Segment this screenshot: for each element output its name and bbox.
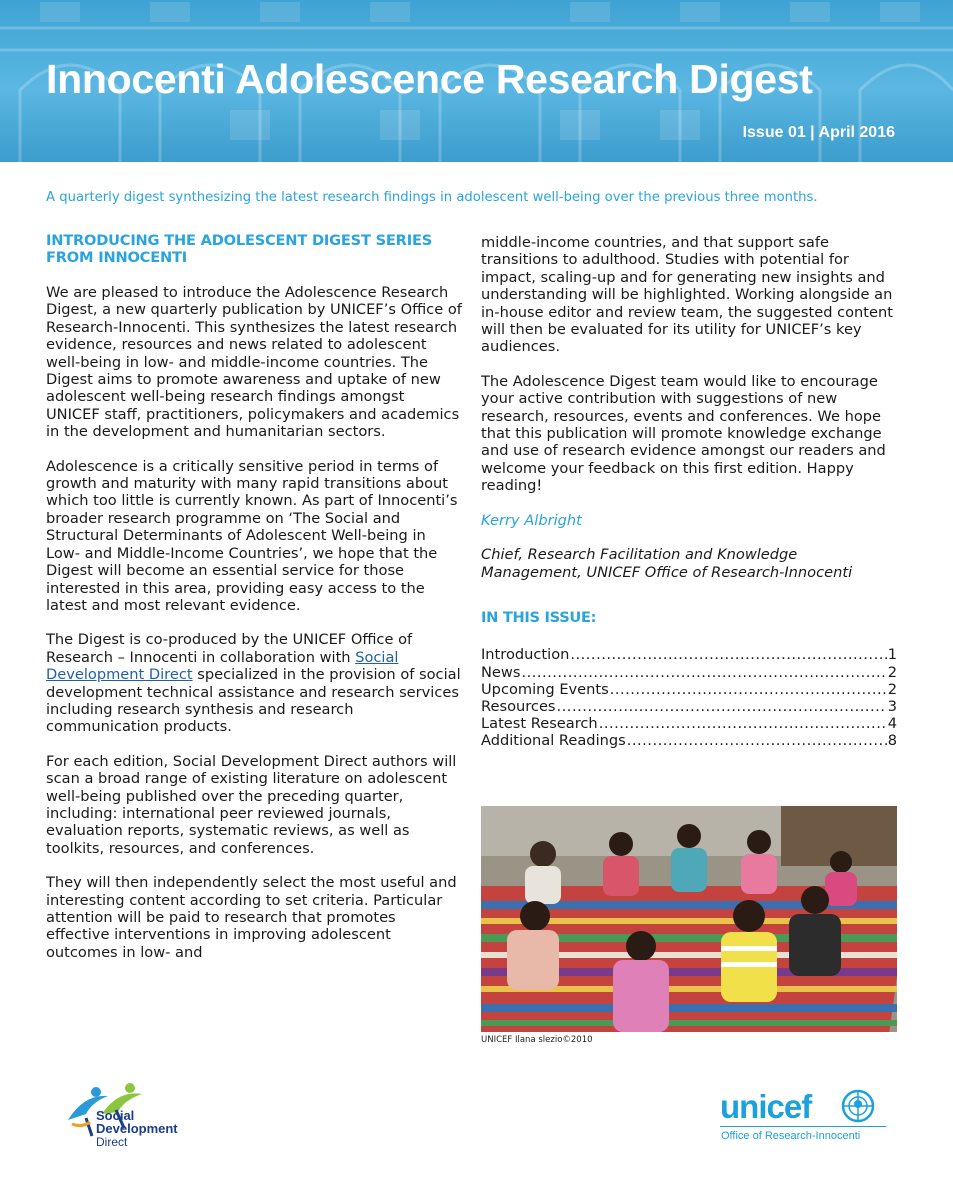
toc-page: 4 bbox=[887, 715, 897, 733]
right-column bbox=[481, 234, 897, 749]
toc-page: 3 bbox=[887, 697, 897, 715]
toc-leader bbox=[610, 681, 887, 698]
left-column bbox=[46, 232, 462, 978]
sdd-logo-text bbox=[96, 1109, 178, 1149]
table-of-contents bbox=[481, 646, 897, 749]
sdd-line-2: Development bbox=[96, 1121, 178, 1136]
toc-heading: IN THIS ISSUE: bbox=[481, 608, 597, 626]
intro-paragraph-2: Adolescence is a critically sensitive period in terms of growth and maturity with many rapid transitions about which too little is currently known. As part of Innocenti’s broader research programme on ‘The Social and Structural Determinants of Adolescent Well-being in Low- and Middle-Income Countries’, we hope that the Digest will become an essential service for those interested in this area, providing easy access to the latest and most relevant evidence. bbox=[46, 457, 458, 614]
toc-page: 8 bbox=[887, 732, 897, 750]
digest-title: Innocenti Adolescence Research Digest bbox=[46, 56, 813, 102]
intro-paragraph-4: For each edition, Social Development Direct authors will scan a broad range of existing literature on adolescent well-being published over the preceding quarter, including: international peer reviewed journals, evaluation reports, systematic reviews, as well as toolkits, resources, and conferences. bbox=[46, 752, 457, 857]
section-heading bbox=[46, 232, 462, 266]
toc-page: 1 bbox=[887, 646, 897, 664]
header-banner bbox=[0, 0, 953, 162]
photo-credit: UNICEF Ilana slezio©2010 bbox=[481, 1035, 593, 1045]
unicef-rule bbox=[720, 1126, 886, 1127]
toc-label: Resources bbox=[481, 697, 556, 715]
toc-leader bbox=[521, 664, 886, 681]
unicef-wordmark: unicef bbox=[720, 1088, 812, 1125]
issue-date: Issue 01 | April 2016 bbox=[742, 124, 895, 141]
toc-item-introduction[interactable] bbox=[481, 646, 897, 663]
toc-leader bbox=[570, 646, 886, 663]
toc-label: Additional Readings bbox=[481, 732, 626, 750]
section-heading-line1: INTRODUCING THE ADOLESCENT DIGEST SERIES bbox=[46, 232, 433, 249]
unicef-emblem-icon bbox=[838, 1088, 878, 1124]
toc-item-resources[interactable] bbox=[481, 698, 897, 715]
unicef-subtitle: Office of Research-Innocenti bbox=[721, 1130, 861, 1142]
section-heading-line2: FROM INNOCENTI bbox=[46, 249, 187, 266]
paragraph-3-text-start: The Digest is co-produced by the UNICEF Office of Research – Innocenti in collaboration with bbox=[46, 631, 413, 666]
toc-item-additional-readings[interactable] bbox=[481, 732, 897, 749]
right-paragraph-2: The Adolescence Digest team would like to encourage your active contribution with suggestions of new research, resources, events and conferences. We hope that this publication will promote knowledge exchange and use of research evidence amongst our readers and welcome your feedback on this first edition. Happy reading! bbox=[481, 372, 886, 495]
right-paragraph-1: middle-income countries, and that support safe transitions to adulthood. Studies with potential for impact, scaling-up and for generating new insights and understanding will be highlighted. Working alongside an in-house editor and review team, the suggested content will then be evaluated for its utility for UNICEF’s key audiences. bbox=[481, 234, 893, 356]
tagline: A quarterly digest synthesizing the latest research findings in adolescent well-being over the previous three months. bbox=[46, 190, 818, 205]
intro-paragraph-5: They will then independently select the most useful and interesting content according to set criteria. Particular attention will be paid to research that promotes effective interventions in improving adolescent outcomes in low- and bbox=[46, 874, 457, 961]
children-circle-photo bbox=[481, 806, 897, 1032]
signature-title: Chief, Research Facilitation and Knowledge Management, UNICEF Office of Research-Innocenti bbox=[481, 546, 853, 581]
signature-name: Kerry Albright bbox=[481, 511, 582, 529]
toc-leader bbox=[627, 732, 887, 749]
toc-page: 2 bbox=[887, 680, 897, 698]
sdd-line-1: Social bbox=[96, 1108, 135, 1123]
toc-label: Upcoming Events bbox=[481, 680, 609, 698]
paragraph-3-text-end: specialized in the provision of social development technical assistance and research services including research synthesis and research communication products. bbox=[46, 666, 461, 736]
toc-item-latest-research[interactable] bbox=[481, 715, 897, 732]
sdd-link[interactable]: Social Development Direct bbox=[46, 648, 399, 684]
photo-illustration bbox=[481, 806, 897, 1032]
toc-label: Latest Research bbox=[481, 715, 598, 733]
toc-item-news[interactable] bbox=[481, 664, 897, 681]
sdd-line-3: Direct bbox=[96, 1135, 128, 1149]
toc-label: Introduction bbox=[481, 646, 570, 664]
toc-leader bbox=[599, 715, 887, 732]
toc-label: News bbox=[481, 663, 521, 681]
unicef-logo bbox=[720, 1088, 900, 1148]
intro-paragraph-1: We are pleased to introduce the Adolescence Research Digest, a new quarterly publication by UNICEF’s Office of Research-Innocenti. This synthesizes the latest research evidence, resources and news related to adolescent well-being in low- and middle-income countries. The Digest aims to promote awareness and uptake of new adolescent well-being research findings amongst UNICEF staff, practitioners, policymakers and academics in the development and humanitarian sectors. bbox=[46, 284, 462, 441]
toc-page: 2 bbox=[887, 663, 897, 681]
toc-leader bbox=[557, 698, 887, 715]
intro-paragraph-3 bbox=[46, 631, 462, 735]
toc-item-upcoming-events[interactable] bbox=[481, 681, 897, 698]
